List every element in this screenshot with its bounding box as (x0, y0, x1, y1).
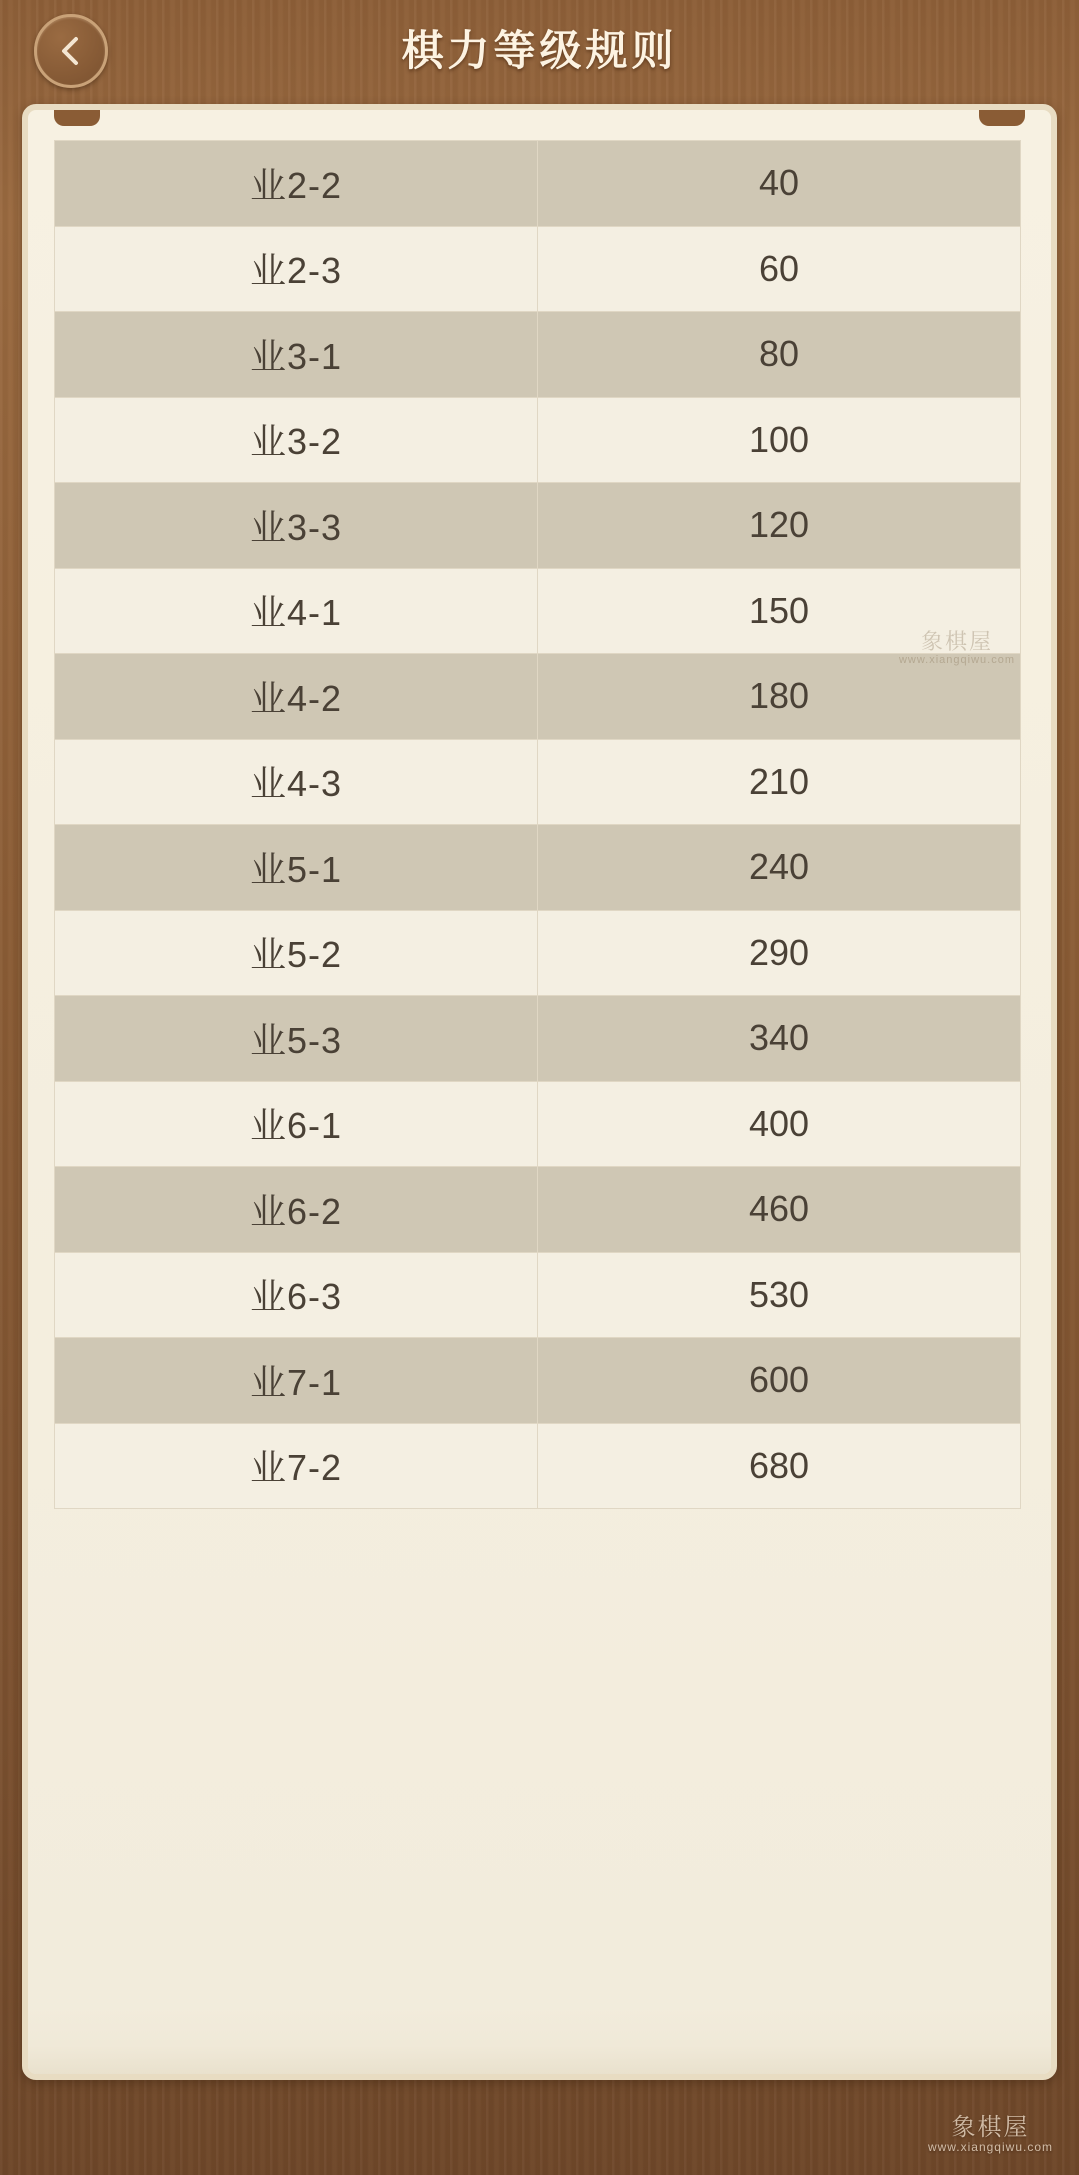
rank-cell: 业3-2 (55, 397, 538, 483)
score-cell: 210 (538, 739, 1021, 825)
rank-cell: 业4-1 (55, 568, 538, 654)
rank-cell: 业2-3 (55, 226, 538, 312)
rank-score-table (54, 140, 1021, 1509)
table-row[interactable] (55, 654, 1021, 740)
rank-cell: 业4-2 (55, 654, 538, 740)
watermark-bottom-sub: www.xiangqiwu.com (927, 2140, 1053, 2155)
rank-cell: 业5-1 (55, 825, 538, 911)
rank-cell: 业6-1 (55, 1081, 538, 1167)
watermark-bottom (928, 2114, 1053, 2155)
score-cell: 60 (538, 226, 1021, 312)
back-arrow-icon (53, 33, 89, 69)
rank-cell: 业6-3 (55, 1252, 538, 1338)
panel-bottom-fade (28, 2004, 1051, 2074)
rank-cell: 业6-2 (55, 1167, 538, 1253)
score-cell: 40 (538, 141, 1021, 227)
score-cell: 180 (538, 654, 1021, 740)
table-row[interactable] (55, 825, 1021, 911)
table-row[interactable] (55, 141, 1021, 227)
score-cell: 80 (538, 312, 1021, 398)
table-row[interactable] (55, 483, 1021, 569)
watermark-bottom-main: 象棋屋 (951, 2113, 1030, 2141)
table-row[interactable] (55, 1081, 1021, 1167)
table-row[interactable] (55, 910, 1021, 996)
rank-cell: 业3-3 (55, 483, 538, 569)
back-button[interactable] (34, 14, 108, 88)
score-cell: 290 (538, 910, 1021, 996)
table-row[interactable] (55, 568, 1021, 654)
table-row[interactable] (55, 996, 1021, 1082)
table-row[interactable] (55, 739, 1021, 825)
table-row[interactable] (55, 1423, 1021, 1509)
score-cell: 530 (538, 1252, 1021, 1338)
watermark-middle-main: 象棋屋 (920, 629, 993, 654)
rules-panel (22, 104, 1057, 2080)
score-cell: 680 (538, 1423, 1021, 1509)
table-row[interactable] (55, 1252, 1021, 1338)
score-cell: 340 (538, 996, 1021, 1082)
table-body (55, 141, 1021, 1509)
score-cell: 400 (538, 1081, 1021, 1167)
watermark-middle-sub: www.xiangqiwu.com (898, 654, 1015, 667)
rank-cell: 业7-2 (55, 1423, 538, 1509)
score-cell: 240 (538, 825, 1021, 911)
score-cell: 120 (538, 483, 1021, 569)
rank-cell: 业7-1 (55, 1338, 538, 1424)
page-title: 棋力等级规则 (401, 27, 678, 74)
rank-cell: 业4-3 (55, 739, 538, 825)
rank-cell: 业3-1 (55, 312, 538, 398)
score-cell: 100 (538, 397, 1021, 483)
score-cell: 600 (538, 1338, 1021, 1424)
rank-cell: 业2-2 (55, 141, 538, 227)
table-row[interactable] (55, 312, 1021, 398)
score-cell: 150 (538, 568, 1021, 654)
header-bar (0, 0, 1079, 96)
table-row[interactable] (55, 226, 1021, 312)
score-cell: 460 (538, 1167, 1021, 1253)
rank-cell: 业5-2 (55, 910, 538, 996)
rank-cell: 业5-3 (55, 996, 538, 1082)
table-row[interactable] (55, 1338, 1021, 1424)
table-row[interactable] (55, 1167, 1021, 1253)
table-row[interactable] (55, 397, 1021, 483)
